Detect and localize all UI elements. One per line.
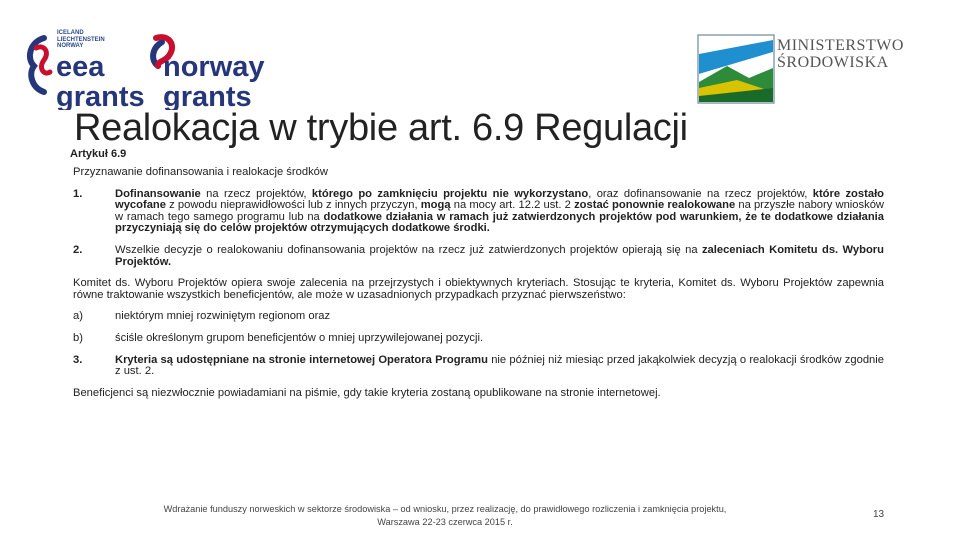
item-text: Kryteria są udostępniane na stronie internetowej Operatora Programu nie później niż miesiąc przed jakąkolwiek decyzją o realokacji środków zgodnie z ust. 2. (115, 353, 884, 378)
footer-line1: Wdrażanie funduszy norweskich w sektorze środowiska – od wniosku, przez realizację, do prawidłowego rozliczenia i zamknięcia projektu, (163, 504, 727, 514)
list-item-1 (73, 189, 884, 235)
eea-swirl-red-icon (36, 47, 50, 73)
norway-grants-word: grants (163, 81, 252, 110)
slide-title: Realokacja w trybie art. 6.9 Regulacji (74, 107, 688, 149)
eea-country-line: NORWAY (57, 43, 84, 49)
footer-line2: Warszawa 22-23 czerwca 2015 r. (377, 517, 513, 527)
eea-country-line: LIECHTENSTEIN (57, 36, 105, 43)
ministry-line2: ŚRODOWISKA (777, 54, 889, 71)
slide-subtitle: Artykuł 6.9 (70, 148, 127, 160)
slide-footer (100, 503, 790, 529)
item-text: Wszelkie decyzje o realokowaniu dofinansowania projektów na rzecz już zatwierdzonych projektów opierają się na zaleceniach Komitetu ds. Wyboru Projektów. (115, 243, 884, 268)
item-text: ściśle określonym grupom beneficjentów o mniej uprzywilejowanej pozycji. (115, 331, 484, 344)
ministry-logo (697, 34, 922, 104)
list-item-b (73, 333, 884, 345)
eea-word: eea (56, 51, 105, 83)
item-number: 1. (73, 187, 83, 200)
eea-country-line: ICELAND (57, 30, 84, 36)
item-text: niektórym mniej rozwiniętym regionom oraz (115, 310, 331, 323)
list-item-a (73, 311, 884, 323)
list-item-2 (73, 245, 884, 268)
item-number: 3. (73, 353, 83, 366)
eea-grants-word: grants (56, 81, 145, 110)
ministry-emblem-icon (697, 34, 775, 104)
grants-logos (22, 30, 272, 110)
norway-word: norway (163, 51, 265, 83)
komitet-paragraph: Komitet ds. Wyboru Projektów opiera swoje zalecenia na przejrzystych i obiektywnych kryteriach. Stosując te kryteria, Komitet ds. Wyboru Projektów zapewnia równe traktowanie wszystkich beneficjentów, ale może w uzasadnionych przypadkach przyznać pierwszeństwo: (73, 277, 884, 301)
ministry-line1: MINISTERSTWO (777, 37, 904, 54)
item-text: Dofinansowanie na rzecz projektów, którego po zamknięciu projektu nie wykorzystano, oraz dofinansowanie na rzecz projektów, które zostało wycofane z powodu nieprawidłowości lub z innych przyczyn, mogą na mocy art. 12.2 ust. 2 zostać ponownie realokowane na przyszłe nabory wniosków w ramach tego samego programu lub na dodatkowe działania w ramach już zatwierdzonych projektów pod warunkiem, że te dodatkowe działania przyczyniają się do celów projektów otrzymujących dodatkowe środki. (115, 187, 885, 235)
item-number: b) (73, 331, 83, 344)
eea-countries (57, 30, 105, 50)
item-number: 2. (73, 243, 83, 256)
item-number: a) (73, 310, 83, 323)
page-number: 13 (873, 509, 885, 520)
ministry-name (777, 37, 904, 71)
slide-body (73, 167, 884, 409)
list-item-3 (73, 355, 884, 378)
intro-paragraph: Przyznawanie dofinansowania i realokacje środków (73, 166, 328, 178)
closing-paragraph: Beneficjenci są niezwłocznie powiadamiani na piśmie, gdy takie kryteria zostaną opublikowane na stronie internetowej. (73, 386, 661, 399)
